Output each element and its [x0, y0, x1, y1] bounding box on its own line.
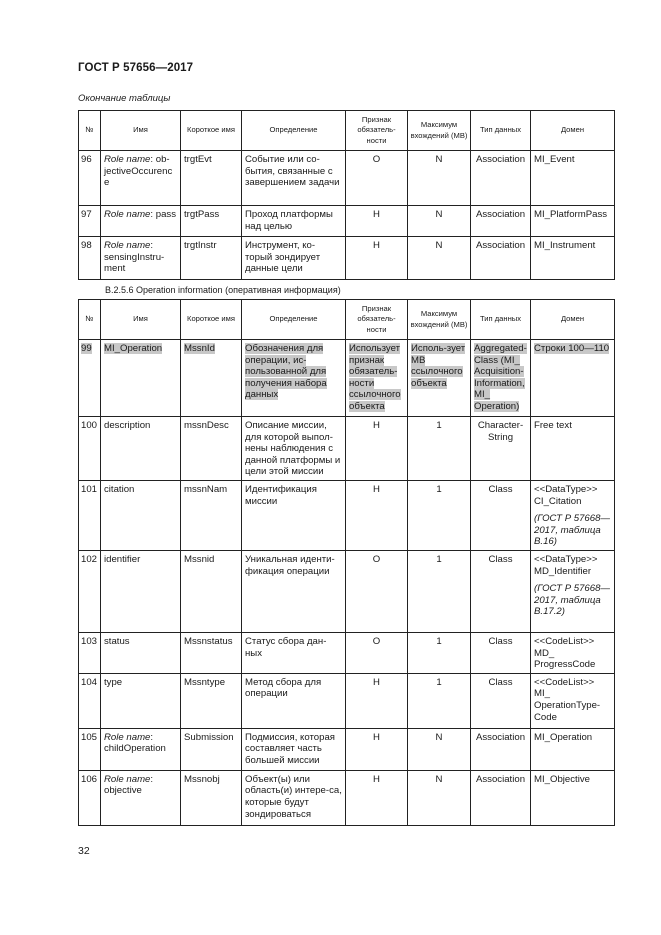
role-prefix: Role name [104, 240, 151, 251]
cell-oblig: Н [346, 770, 408, 825]
cell-max: 1 [408, 417, 471, 481]
cell-name: description [101, 417, 181, 481]
col-header-def: Определение [242, 300, 346, 340]
cell-def-text: Обозначения для операции, ис-пользованной для получения набора данных [245, 343, 327, 401]
cell-num-text: 99 [81, 343, 92, 354]
cell-name [101, 728, 181, 770]
cell-name [101, 770, 181, 825]
cell-def [242, 340, 346, 417]
table-row [79, 480, 615, 550]
role-name: : childOperation [104, 731, 166, 755]
cell-max: N [408, 770, 471, 825]
cell-def: Объект(ы) или область(и) интере-са, которые будут зондироваться [242, 770, 346, 825]
cell-domain: MI_Operation [531, 728, 615, 770]
cell-oblig: О [346, 550, 408, 632]
table-row [79, 673, 615, 728]
cell-type: Class [471, 550, 531, 632]
cell-type: Association [471, 206, 531, 237]
cell-name: type [101, 673, 181, 728]
table-header-row [79, 111, 615, 151]
role-prefix: Role name [104, 773, 151, 785]
domain-reference: (ГОСТ Р 57668—2017, таблица В.17.2) [534, 583, 611, 618]
document-header: ГОСТ Р 57656—2017 [78, 62, 194, 74]
col-header-num: № [79, 300, 101, 340]
cell-def: Метод сбора для операции [242, 673, 346, 728]
cell-domain-text: Строки 100—110 [534, 343, 610, 354]
domain-value: <<DataType>> CI_Citation [534, 483, 598, 507]
cell-short: Submission [181, 728, 242, 770]
cell-oblig: Н [346, 237, 408, 280]
cell-short [181, 340, 242, 417]
cell-oblig: Н [346, 206, 408, 237]
cell-type: Association [471, 770, 531, 825]
cell-type: Class [471, 480, 531, 550]
col-header-domain: Домен [531, 111, 615, 151]
cell-num: 100 [79, 417, 101, 481]
cell-oblig: Н [346, 417, 408, 481]
col-header-oblig: Признак обязатель-ности [346, 300, 408, 340]
cell-max-text: Исполь-зует МВ ссылочного объекта [411, 343, 466, 389]
cell-type-text: Aggregated-Class (MI_ Acquisition-Information, MI_ Operation) [474, 343, 527, 412]
cell-domain [531, 550, 615, 632]
cell-name [101, 237, 181, 280]
cell-num: 106 [79, 770, 101, 825]
cell-def: Статус сбора дан-ных [242, 632, 346, 673]
cell-type: Association [471, 151, 531, 206]
cell-max: 1 [408, 550, 471, 632]
cell-oblig: О [346, 632, 408, 673]
col-header-name: Имя [101, 111, 181, 151]
cell-max: 1 [408, 632, 471, 673]
cell-domain: <<CodeList>> MI_ OperationType-Code [531, 673, 615, 728]
cell-short: Mssnobj [181, 770, 242, 825]
cell-oblig: Н [346, 673, 408, 728]
cell-def: Уникальная иденти-фикация операции [242, 550, 346, 632]
domain-value: <<DataType>> MD_Identifier [534, 553, 598, 577]
cell-def: Событие или со-бытия, связанные с завершением задачи [242, 151, 346, 206]
cell-num: 102 [79, 550, 101, 632]
role-prefix: Role name [104, 154, 151, 165]
col-header-short: Короткое имя [181, 111, 242, 151]
cell-name: status [101, 632, 181, 673]
metadata-table-continued [78, 110, 615, 280]
cell-domain: MI_Objective [531, 770, 615, 825]
cell-max: N [408, 206, 471, 237]
table-header-row [79, 300, 615, 340]
cell-type: Character-String [471, 417, 531, 481]
cell-num [79, 340, 101, 417]
col-header-max: Максимум вхождений (МВ) [408, 111, 471, 151]
role-name: : objective [104, 773, 154, 797]
col-header-def: Определение [242, 111, 346, 151]
domain-reference: (ГОСТ Р 57668—2017, таблица В.16) [534, 513, 611, 548]
cell-domain: MI_Instrument [531, 237, 615, 280]
cell-short: Mssnid [181, 550, 242, 632]
col-header-domain: Домен [531, 300, 615, 340]
table-row [79, 632, 615, 673]
cell-max: N [408, 728, 471, 770]
table-row [79, 550, 615, 632]
cell-type: Association [471, 728, 531, 770]
cell-domain: MI_Event [531, 151, 615, 206]
col-header-type: Тип данных [471, 300, 531, 340]
col-header-type: Тип данных [471, 111, 531, 151]
cell-domain [531, 340, 615, 417]
cell-def: Инструмент, ко-торый зондирует данные цели [242, 237, 346, 280]
cell-num: 97 [79, 206, 101, 237]
cell-domain [531, 480, 615, 550]
cell-type: Class [471, 673, 531, 728]
cell-short: trgtInstr [181, 237, 242, 280]
role-name: : ob-jectiveOccurence [104, 154, 173, 189]
table-row [79, 151, 615, 206]
cell-def: Идентификация миссии [242, 480, 346, 550]
cell-max: N [408, 237, 471, 280]
col-header-num: № [79, 111, 101, 151]
table-row [79, 206, 615, 237]
cell-short: mssnDesc [181, 417, 242, 481]
cell-num: 96 [79, 151, 101, 206]
cell-short: trgtEvt [181, 151, 242, 206]
col-header-name: Имя [101, 300, 181, 340]
cell-name [101, 206, 181, 237]
cell-def: Подмиссия, которая составляет часть большей миссии [242, 728, 346, 770]
col-header-oblig: Признак обязатель-ности [346, 111, 408, 151]
table-row-highlighted [79, 340, 615, 417]
cell-num: 98 [79, 237, 101, 280]
cell-short: mssnNam [181, 480, 242, 550]
table-caption: Окончание таблицы [78, 93, 171, 104]
cell-max [408, 340, 471, 417]
table-row [79, 770, 615, 825]
cell-type: Class [471, 632, 531, 673]
cell-short-text: MssnId [184, 343, 215, 354]
cell-short: Mssnstatus [181, 632, 242, 673]
cell-oblig-text: Использует признак обязатель-ности ссылочного объекта [349, 343, 401, 412]
cell-max: N [408, 151, 471, 206]
role-prefix: Role name [104, 731, 151, 743]
page-number: 32 [78, 845, 90, 857]
cell-max: 1 [408, 480, 471, 550]
cell-type: Association [471, 237, 531, 280]
section-title: В.2.5.6 Operation information (оперативная информация) [105, 285, 341, 295]
cell-name [101, 340, 181, 417]
role-name: : pass [150, 209, 177, 220]
cell-num: 101 [79, 480, 101, 550]
col-header-short: Короткое имя [181, 300, 242, 340]
cell-short: Mssntype [181, 673, 242, 728]
role-prefix: Role name [104, 209, 151, 220]
cell-def: Описание миссии, для которой выпол-нены наблюдения с данной платформы и цели этой миссии [242, 417, 346, 481]
cell-oblig: О [346, 151, 408, 206]
cell-num: 104 [79, 673, 101, 728]
table-row [79, 237, 615, 280]
cell-oblig [346, 340, 408, 417]
cell-num: 105 [79, 728, 101, 770]
cell-name [101, 151, 181, 206]
cell-domain: Free text [531, 417, 615, 481]
cell-domain: <<CodeList>> MD_ ProgressCode [531, 632, 615, 673]
cell-max: 1 [408, 673, 471, 728]
cell-def: Проход платформы над целью [242, 206, 346, 237]
cell-oblig: Н [346, 480, 408, 550]
cell-name-text: MI_Operation [104, 343, 163, 354]
cell-type [471, 340, 531, 417]
role-name: : sensingInstru-ment [104, 240, 165, 275]
operation-information-table [78, 299, 615, 826]
cell-domain: MI_PlatformPass [531, 206, 615, 237]
col-header-max: Максимум вхождений (МВ) [408, 300, 471, 340]
cell-oblig: Н [346, 728, 408, 770]
cell-short: trgtPass [181, 206, 242, 237]
cell-name: citation [101, 480, 181, 550]
cell-name: identifier [101, 550, 181, 632]
table-row [79, 728, 615, 770]
table-row [79, 417, 615, 481]
cell-num: 103 [79, 632, 101, 673]
